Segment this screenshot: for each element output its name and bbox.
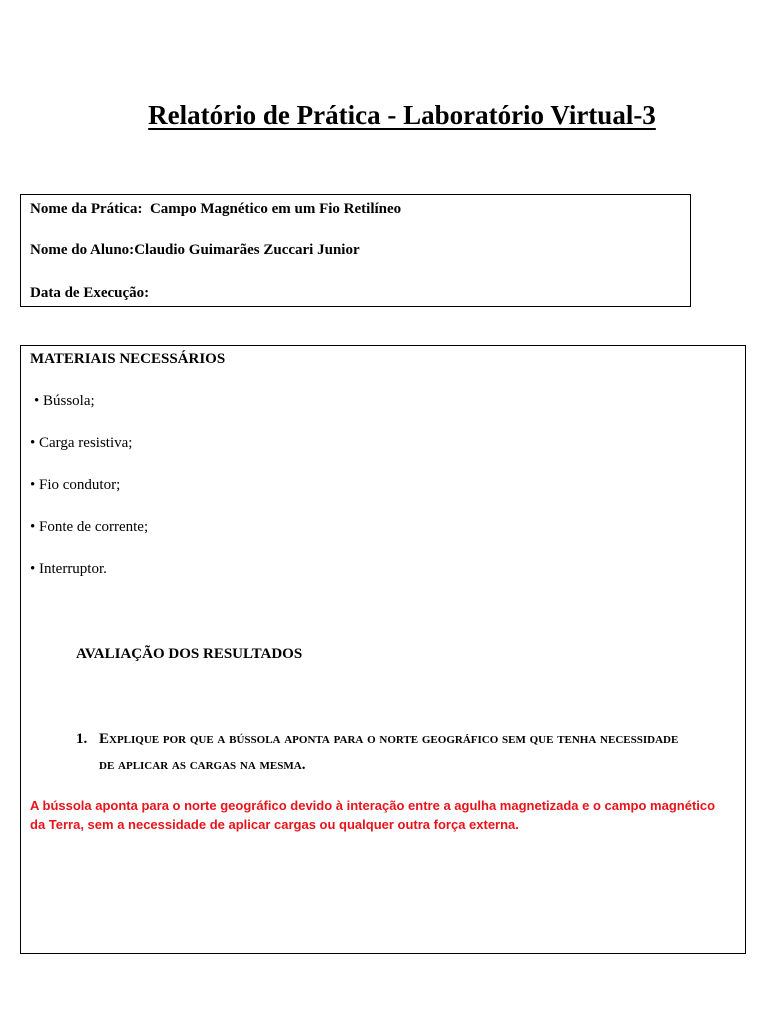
student-name-value: Claudio Guimarães Zuccari Junior	[134, 242, 360, 258]
question-1-answer: A bússola aponta para o norte geográfico devido à interação entre a agulha magnetizada e o campo magnético da Terra, sem a necessidade de aplicar cargas ou qualquer outra força externa.	[30, 798, 716, 832]
evaluation-heading: AVALIAÇÃO DOS RESULTADOS	[76, 646, 303, 662]
question-number: 1.	[76, 731, 88, 747]
practice-name-label: Nome da Prática:	[30, 201, 143, 217]
material-item: • Carga resistiva;	[30, 435, 133, 451]
material-item: • Interruptor.	[30, 561, 107, 577]
material-item: • Bússola;	[34, 393, 95, 409]
student-name-label: Nome do Aluno:	[30, 242, 135, 258]
report-body-box	[20, 345, 746, 954]
practice-name-line	[30, 201, 401, 218]
materials-heading: MATERIAIS NECESSÁRIOS	[30, 351, 226, 367]
material-item: • Fonte de corrente;	[30, 519, 149, 535]
practice-name-value: Campo Magnético em um Fio Retilíneo	[149, 201, 402, 217]
student-name-line	[30, 242, 360, 259]
question-1	[76, 726, 696, 778]
document-title: Relatório de Prática - Laboratório Virtual-3	[148, 100, 656, 130]
material-item: • Fio condutor;	[30, 477, 121, 493]
practice-info-box	[20, 194, 691, 307]
execution-date-label: Data de Execução:	[30, 285, 150, 301]
execution-date-line	[30, 285, 149, 302]
question-text: Explique por que a bússola aponta para o norte geográfico sem que tenha necessidade de aplicar as cargas na mesma.	[99, 731, 679, 773]
